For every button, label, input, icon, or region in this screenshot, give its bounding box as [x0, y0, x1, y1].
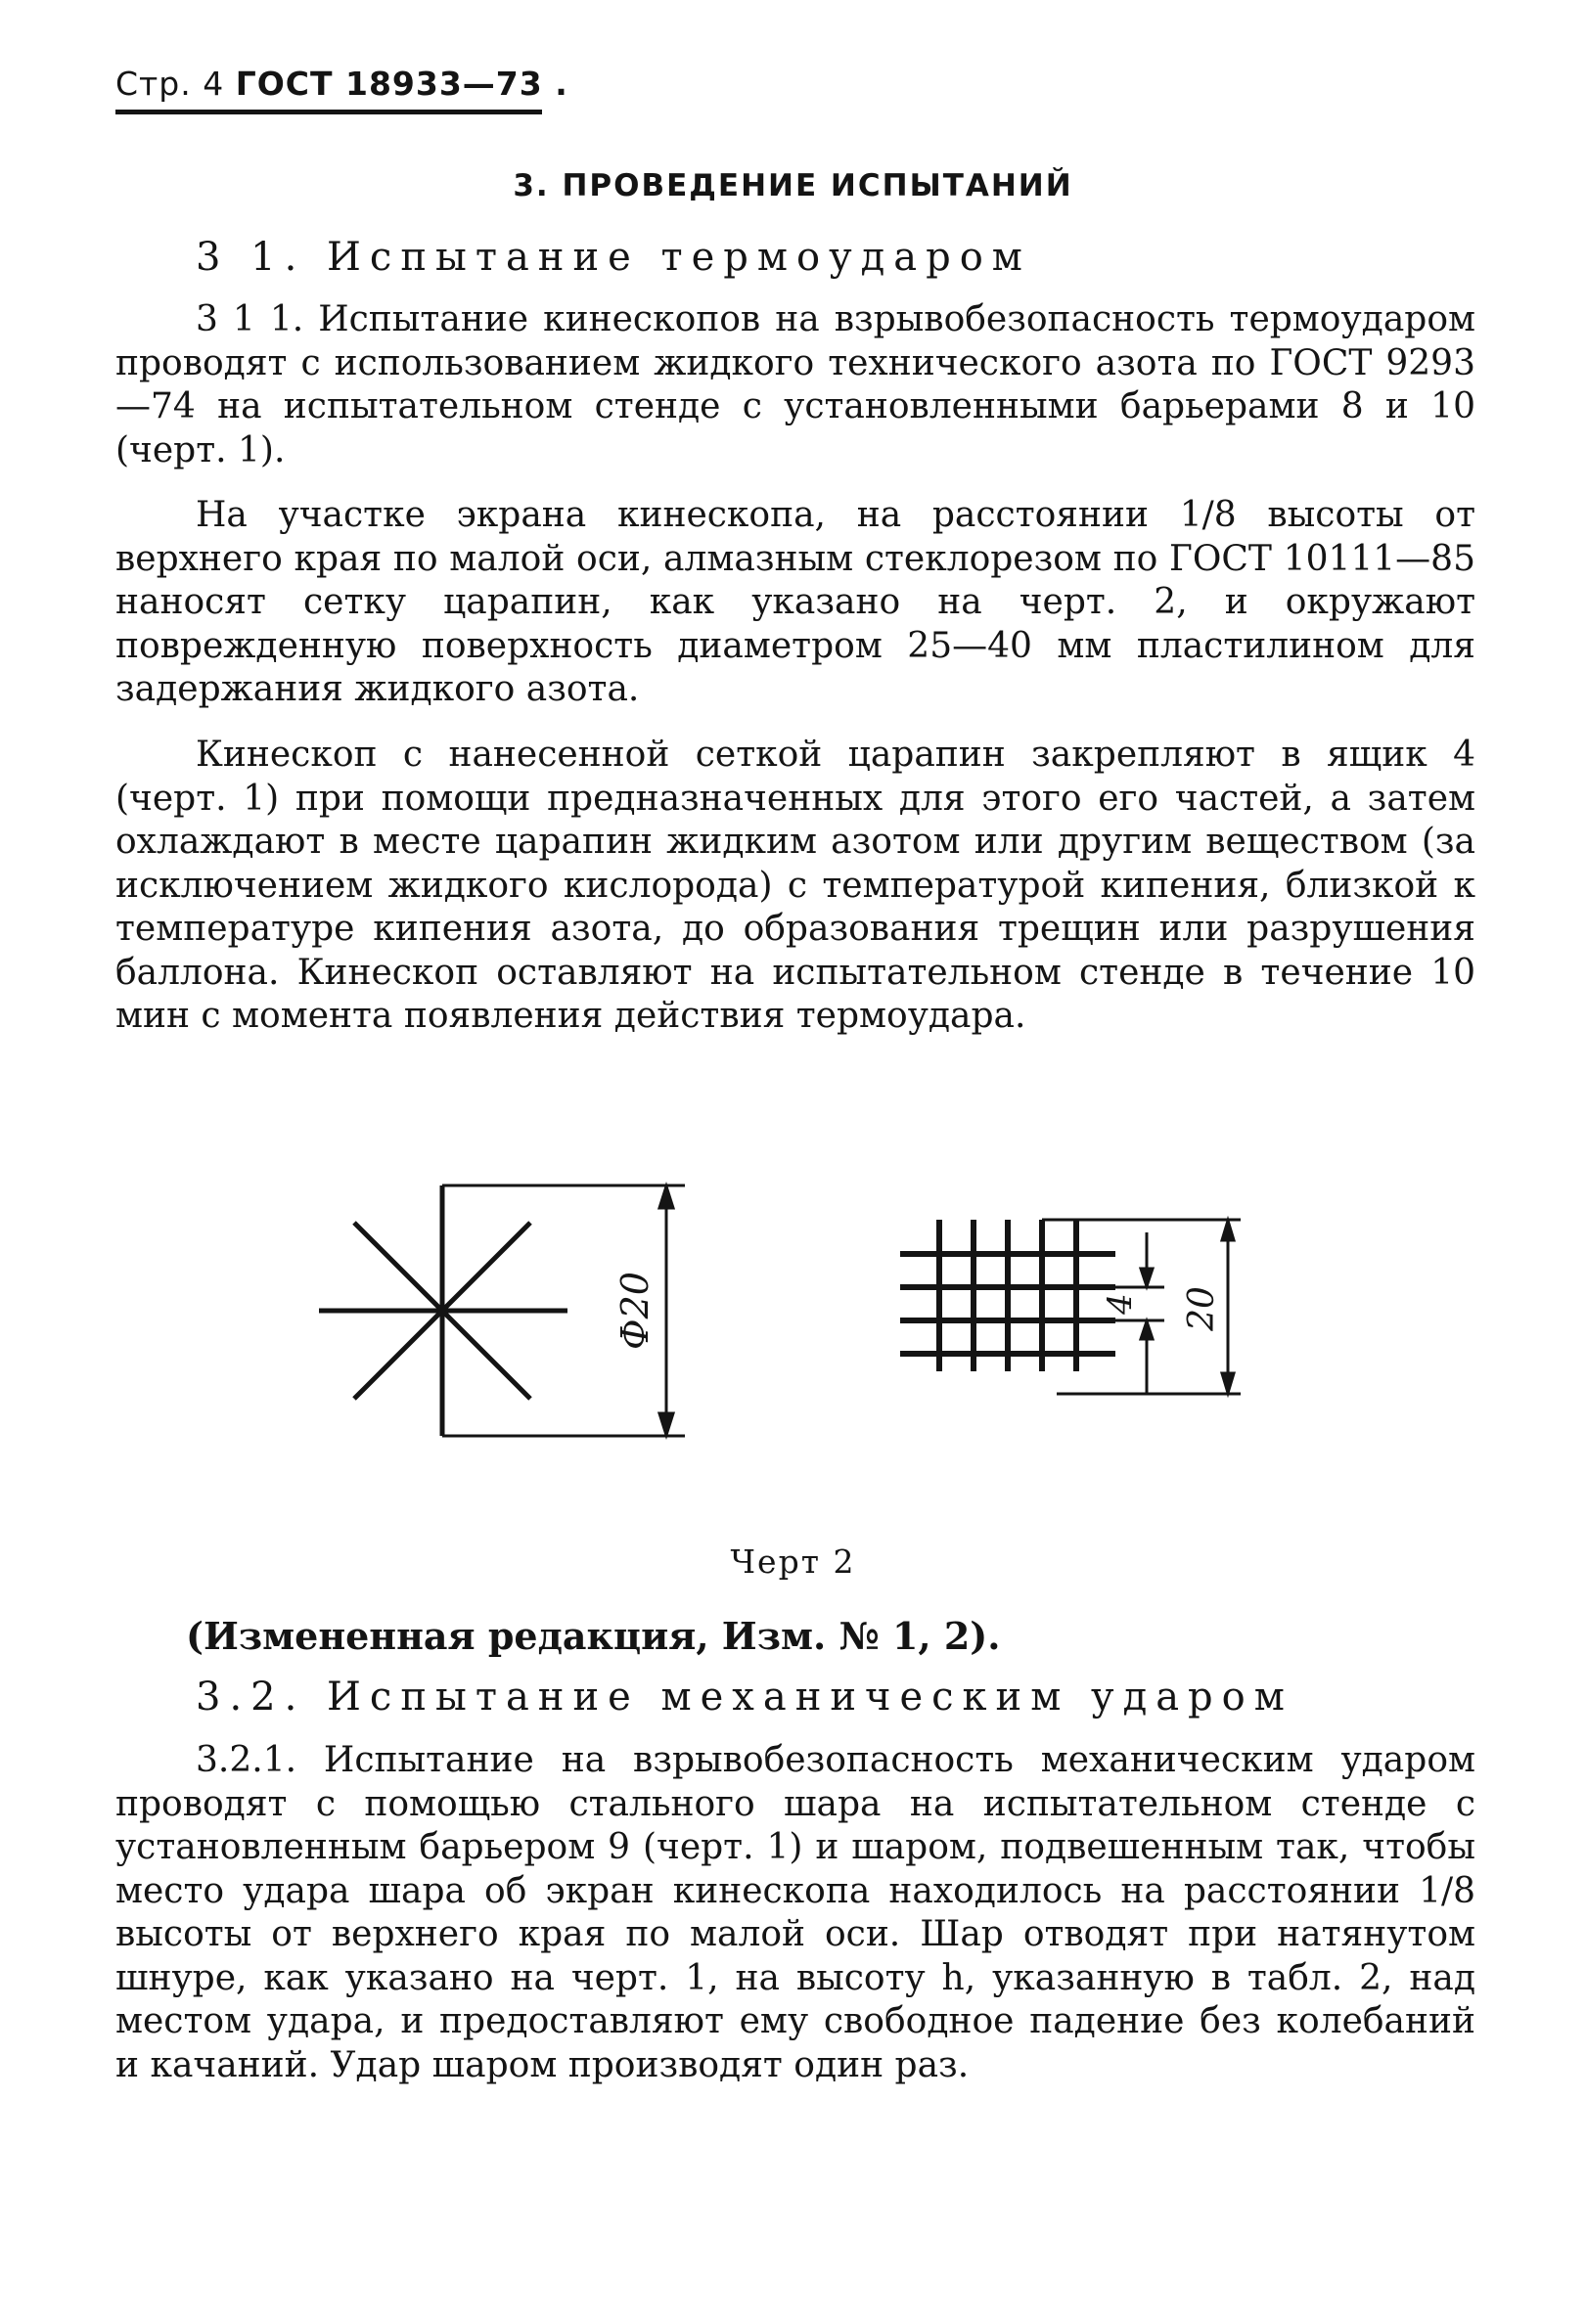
diameter-label: Ф20 [613, 1272, 657, 1350]
paragraph-fixing-and-cooling: Кинескоп с нанесенной сеткой царапин закрепляют в ящик 4 (черт. 1) при помощи предназначенных для этого его частей, а затем охлаждают в месте царапин жидким азотом или другим веществом (за исключением жидкого кислорода) с температурой кипения, близкой к температуре кипения азота, до образования трещин или разрушения баллона. Кинескоп оставляют на испытательном стенде в течение 10 мин с момента появления действия термоудара. [115, 735, 1475, 1036]
subsection-title-thermal-shock: 3 1. Испытание термоударом [196, 235, 1031, 280]
paragraph-3-1-1: 3 1 1. Испытание кинескопов на взрывобезопасность термоударом проводят с использованием жидкого технического азота по ГОСТ 9293—74 на испытательном стенде с установленными барьерами 8 и 10 (черт. 1). [115, 299, 1475, 470]
figure-caption: Черт 2 [730, 1542, 856, 1581]
section-title: 3. ПРОВЕДЕНИЕ ИСПЫТАНИЙ [513, 168, 1073, 203]
paragraph-scratch-grid: На участке экрана кинескопа, на расстоянии 1/8 высоты от верхнего края по малой оси, алмазным стеклорезом по ГОСТ 10111—85 наносят сетку царапин, как указано на черт. 2, и окружают поврежденную поверхность диаметром 25—40 мм пластилином для задержания жидкого азота. [115, 495, 1475, 709]
grid-scratch-pattern [900, 1220, 1115, 1371]
grid-height-label: 20 [1182, 1286, 1222, 1331]
star-scratch-pattern [319, 1185, 567, 1436]
subsection-title-mechanical-impact: 3.2. Испытание механическим ударом [196, 1675, 1293, 1720]
standard-number: ГОСТ 18933—73 . [235, 65, 568, 103]
page-number: Стр. 4 [115, 65, 225, 103]
amendment-note: (Измененная редакция, Изм. № 1, 2). [186, 1614, 1001, 1658]
grid-spacing-label: 4 [1101, 1293, 1140, 1315]
paragraph-3-2-1: 3.2.1. Испытание на взрывобезопасность механическим ударом проводят с помощью стального шара на испытательном стенде с установленным барьером 9 (черт. 1) и шаром, подвешенным так, чтобы место удара шара об экран кинескопа находилось на расстоянии 1/8 высоты от верхнего края по малой оси. Шар отводят при натянутом шнуре, как указано на черт. 1, на высоту h, указанную в табл. 2, над местом удара, и предоставляют ему свободное падение без колебаний и качаний. Удар шаром производят один раз. [115, 1740, 1475, 2085]
